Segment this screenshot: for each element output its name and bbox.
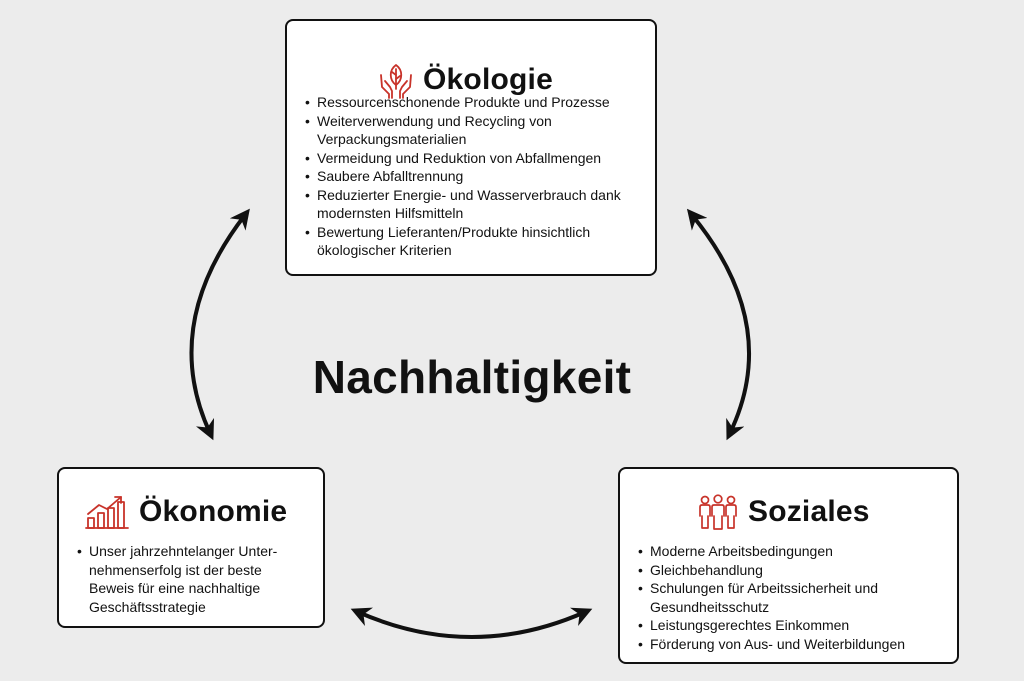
growth-chart-icon	[85, 494, 129, 530]
card-oekonomie-list	[77, 542, 307, 616]
diagram-title: Nachhaltigkeit	[312, 351, 632, 403]
list-item: • Moderne Arbeitsbedingungen	[638, 542, 948, 561]
card-soziales-title: Soziales	[748, 495, 870, 528]
card-soziales-header	[698, 494, 870, 530]
card-oekologie-title: Ökologie	[423, 63, 553, 96]
list-item: • Vermeidung und Reduktion von Abfallmengen	[305, 149, 645, 168]
list-item: • Ressourcenschonende Produkte und Prozesse	[305, 93, 645, 112]
card-oekologie-list	[305, 93, 645, 260]
arrow-bottom	[358, 612, 585, 637]
card-oekonomie	[57, 467, 325, 628]
list-item: • Reduzierter Energie- und Wasserverbrauch dank modernsten Hilfsmitteln	[305, 186, 645, 223]
list-item: • Unser jahrzehntelanger Unter-nehmenserfolg ist der beste Beweis für eine nachhaltige Geschäftsstrategie	[77, 542, 307, 616]
card-soziales	[618, 467, 959, 664]
list-item: • Schulungen für Arbeitssicherheit und Gesundheitsschutz	[638, 579, 948, 616]
list-item: • Bewertung Lieferanten/Produkte hinsichtlich ökologischer Kriterien	[305, 223, 645, 260]
list-item: • Gleichbehandlung	[638, 561, 948, 580]
list-item: • Förderung von Aus- und Weiterbildungen	[638, 635, 948, 654]
card-oekonomie-title: Ökonomie	[139, 495, 288, 528]
card-oekologie	[285, 19, 657, 276]
list-item: • Weiterverwendung und Recycling von Verpackungsmaterialien	[305, 112, 645, 149]
list-item: • Leistungsgerechtes Einkommen	[638, 616, 948, 635]
list-item: • Saubere Abfalltrennung	[305, 167, 645, 186]
card-soziales-list	[638, 542, 948, 653]
card-oekonomie-header	[85, 494, 287, 530]
people-group-icon	[698, 494, 738, 530]
